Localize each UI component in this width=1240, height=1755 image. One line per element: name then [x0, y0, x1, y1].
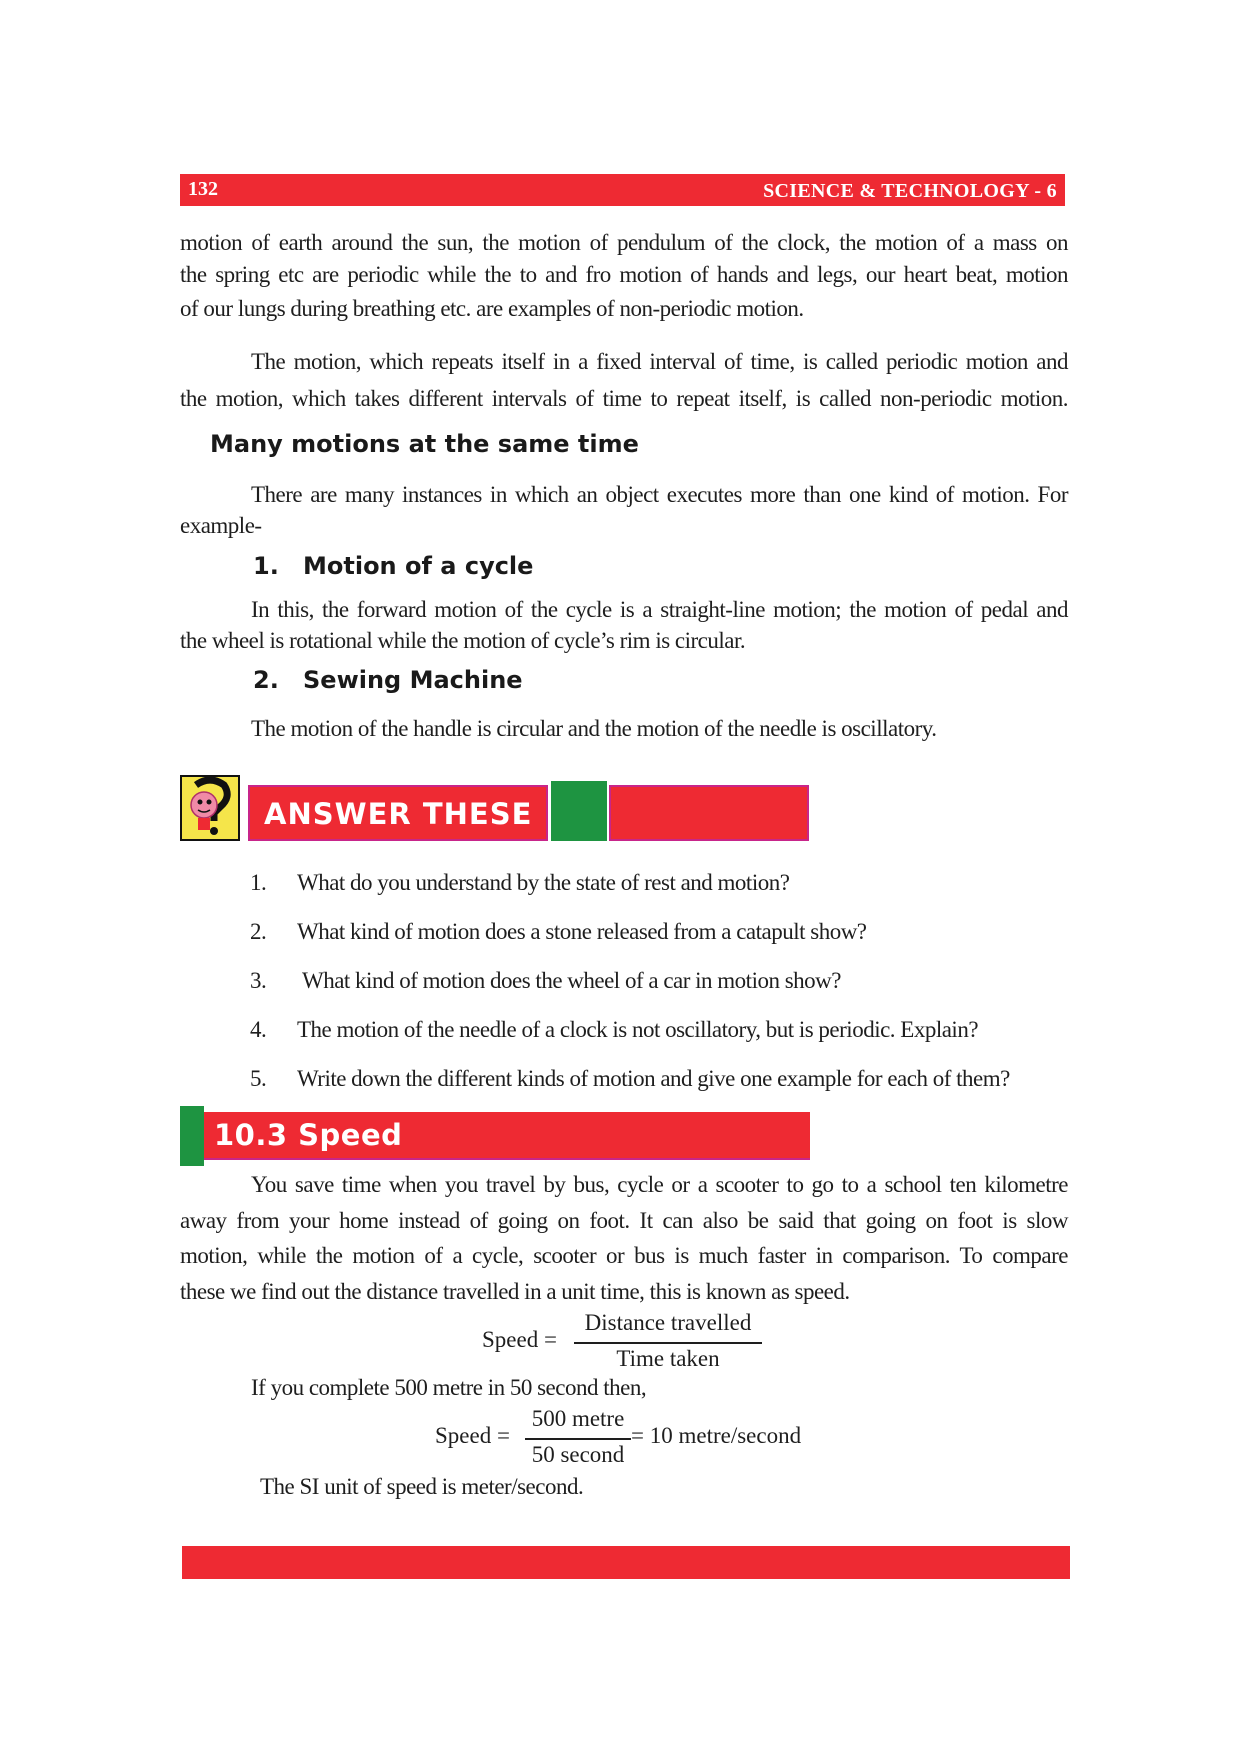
text-line: There are many instances in which an object executes more than one kind of motion. For [251, 482, 1068, 507]
definition-paragraph [180, 343, 1068, 417]
banner-green-block [551, 781, 607, 841]
example-number: 1. [253, 552, 279, 580]
si-unit-text: The SI unit of speed is meter/second. [260, 1474, 584, 1499]
text-line: You save time when you travel by bus, cycle or a scooter to go to a school ten kilometre [251, 1172, 1068, 1197]
banner-red-block [609, 785, 809, 841]
text-line: motion, while the motion of a cycle, scooter or bus is much faster in comparison. To compare [180, 1243, 1068, 1268]
formula-result: = 10 metre/second [631, 1423, 802, 1448]
example-paragraph [180, 594, 1068, 656]
answer-these-banner [180, 775, 810, 843]
example-heading [253, 666, 523, 694]
text-line: these we find out the distance travelled in a unit time, this is known as speed. [180, 1278, 850, 1304]
text-line: the spring etc are periodic while the to and fro motion of hands and legs, our heart beat, motion [180, 262, 1068, 287]
question-text: What kind of motion does the wheel of a car in motion show? [302, 968, 841, 993]
formula-numerator: Distance travelled [584, 1310, 752, 1335]
list-item [250, 915, 1070, 964]
question-text: What kind of motion does a stone released from a catapult show? [297, 919, 867, 944]
text-line: of our lungs during breathing etc. are examples of non-periodic motion. [180, 296, 804, 321]
question-text: Write down the different kinds of motion and give one example for each of them? [297, 1066, 1010, 1091]
example-title: Sewing Machine [303, 666, 523, 694]
formula-numerator: 500 metre [531, 1406, 625, 1431]
question-number: 3. [250, 968, 267, 993]
fraction-bar [574, 1342, 762, 1344]
list-item [250, 866, 1070, 915]
speed-paragraph [180, 1167, 1068, 1309]
intro-paragraph [180, 226, 1068, 326]
book-title: SCIENCE & TECHNOLOGY - 6 [763, 180, 1057, 202]
text-line: the wheel is rotational while the motion of cycle’s rim is circular. [180, 628, 746, 653]
question-mark-character-icon [180, 775, 240, 841]
section-title: 10.3 Speed [214, 1118, 403, 1152]
page-number: 132 [188, 178, 218, 200]
formula-denominator: Time taken [616, 1346, 720, 1371]
question-number: 2. [250, 919, 267, 944]
formula-lhs: Speed = [482, 1327, 557, 1352]
page-header-bar [180, 174, 1065, 206]
answer-these-label-box [248, 785, 548, 841]
example-paragraph [251, 712, 1051, 746]
section-green-marker [180, 1106, 204, 1166]
question-number: 4. [250, 1017, 267, 1042]
list-item [250, 1062, 1070, 1111]
section-title-bar [180, 1106, 810, 1166]
example-formula [435, 1406, 815, 1478]
section-red-bar [204, 1112, 810, 1160]
example-intro: If you complete 500 metre in 50 second then, [251, 1375, 647, 1400]
text-line: away from your home instead of going on foot. It can also be said that going on foot is slow [180, 1207, 1068, 1233]
text-line: The motion, which repeats itself in a fixed interval of time, is called periodic motion and [251, 349, 1068, 374]
question-text: What do you understand by the state of rest and motion? [297, 870, 790, 895]
answer-these-label: ANSWER THESE [264, 797, 533, 831]
question-text: The motion of the needle of a clock is not oscillatory, but is periodic. Explain? [297, 1017, 979, 1042]
text-line: The motion of the handle is circular and the motion of the needle is oscillatory. [251, 716, 937, 741]
text-line: In this, the forward motion of the cycle is a straight-line motion; the motion of pedal and [251, 597, 1068, 622]
page-footer-bar [182, 1546, 1070, 1579]
question-list [250, 866, 1070, 1111]
many-motions-paragraph [180, 479, 1068, 541]
example-title: Motion of a cycle [303, 552, 534, 580]
text-line: example- [180, 513, 262, 538]
example-number: 2. [253, 666, 279, 694]
question-number: 5. [250, 1066, 267, 1091]
example-heading [253, 552, 533, 580]
text-line: motion of earth around the sun, the motion of pendulum of the clock, the motion of a mass on [180, 230, 1068, 255]
speed-formula [482, 1310, 762, 1380]
list-item [250, 964, 1070, 1013]
section-heading: Many motions at the same time [210, 430, 639, 458]
text-line: the motion, which takes different intervals of time to repeat itself, is called non-periodic motion. [180, 386, 1068, 411]
list-item [250, 1013, 1070, 1062]
question-number: 1. [250, 870, 267, 895]
formula-lhs: Speed = [435, 1423, 510, 1448]
formula-denominator: 50 second [531, 1442, 625, 1467]
fraction-bar [525, 1438, 631, 1440]
